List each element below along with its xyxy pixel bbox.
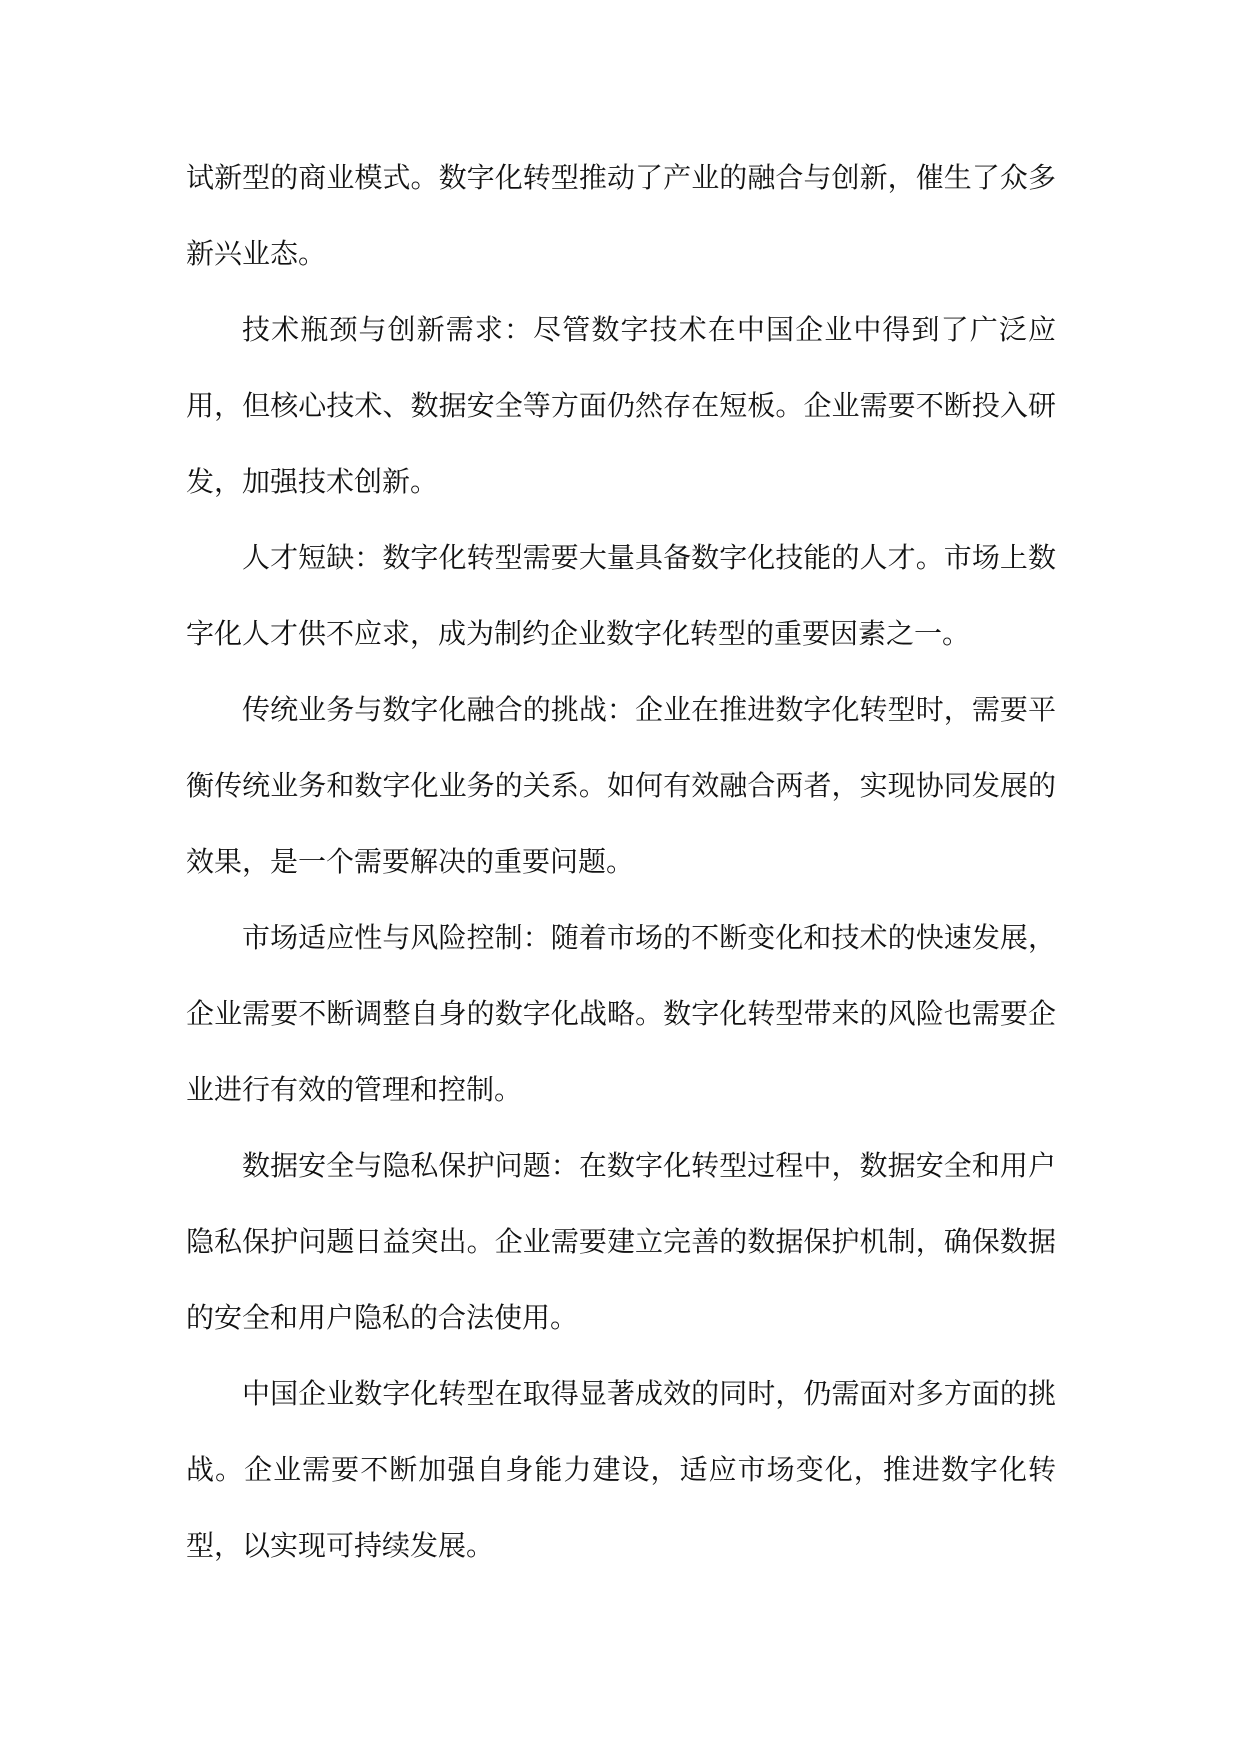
paragraph-conclusion: 中国企业数字化转型在取得显著成效的同时，仍需面对多方面的挑战。企业需要不断加强自身能力建设，适应市场变化，推进数字化转型，以实现可持续发展。 — [186, 1377, 1056, 1562]
paragraph-market-risk: 市场适应性与风险控制：随着市场的不断变化和技术的快速发展，企业需要不断调整自身的数字化战略。数字化转型带来的风险也需要企业进行有效的管理和控制。 — [186, 921, 1056, 1106]
paragraph-tech-bottleneck: 技术瓶颈与创新需求：尽管数字技术在中国企业中得到了广泛应用，但核心技术、数据安全等方面仍然存在短板。企业需要不断投入研发，加强技术创新。 — [186, 313, 1056, 498]
paragraph-business-integration: 传统业务与数字化融合的挑战：企业在推进数字化转型时，需要平衡传统业务和数字化业务的关系。如何有效融合两者，实现协同发展的效果，是一个需要解决的重要问题。 — [186, 693, 1056, 878]
document-body — [186, 140, 1056, 1584]
paragraph-continued: 试新型的商业模式。数字化转型推动了产业的融合与创新，催生了众多新兴业态。 — [186, 161, 1056, 270]
paragraph-data-security: 数据安全与隐私保护问题：在数字化转型过程中，数据安全和用户隐私保护问题日益突出。企业需要建立完善的数据保护机制，确保数据的安全和用户隐私的合法使用。 — [186, 1149, 1056, 1334]
paragraph-talent-shortage: 人才短缺：数字化转型需要大量具备数字化技能的人才。市场上数字化人才供不应求，成为制约企业数字化转型的重要因素之一。 — [186, 541, 1056, 650]
